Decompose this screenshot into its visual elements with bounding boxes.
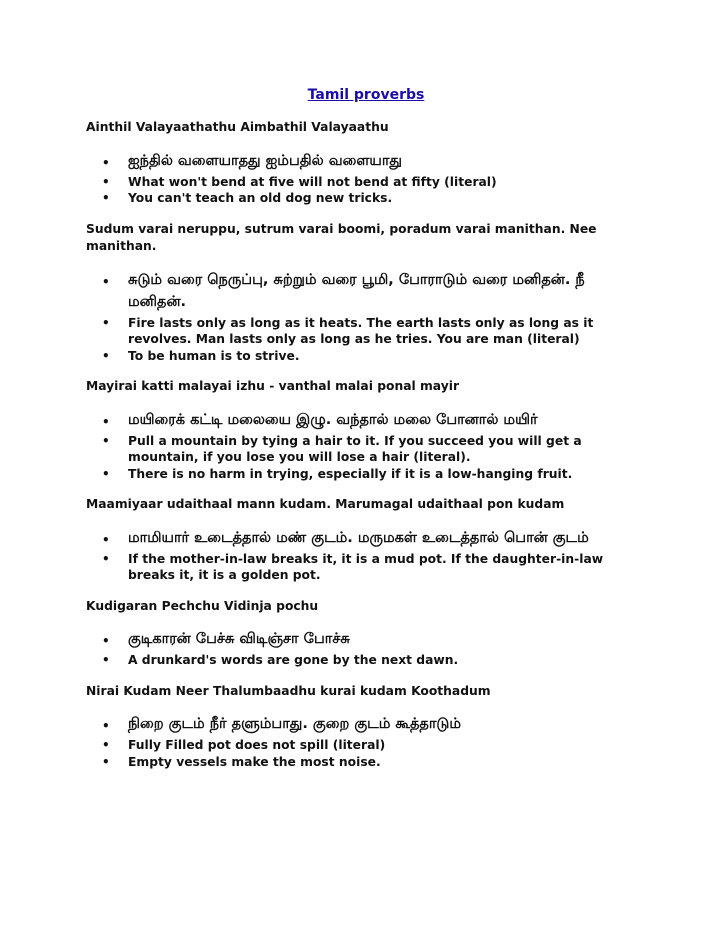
- bullet-icon: •: [102, 551, 110, 566]
- bullet-icon: •: [102, 433, 110, 448]
- bullet-icon: •: [102, 738, 110, 752]
- document-page: [86, 86, 646, 784]
- bullet-icon: •: [102, 634, 110, 648]
- proverb-tamil-item: [86, 628, 646, 650]
- bullet-icon: •: [102, 653, 110, 667]
- proverb-meaning-text: You can't teach an old dog new tricks.: [128, 191, 393, 205]
- bullet-icon: •: [102, 174, 110, 189]
- proverb-section: [86, 598, 646, 669]
- proverb-section: [86, 378, 646, 482]
- proverb-list: [86, 269, 646, 365]
- bullet-icon: •: [102, 754, 110, 769]
- bullet-icon: •: [102, 191, 110, 205]
- proverb-meaning-item: [86, 433, 646, 466]
- proverb-tamil-text: ஐந்தில் வளையாதது ஐம்பதில் வளையாது: [128, 152, 402, 169]
- proverb-transliteration: Sudum varai neruppu, sutrum varai boomi, poradum varai manithan. Nee manithan.: [86, 221, 597, 253]
- proverb-section: [86, 221, 646, 365]
- proverb-tamil-text: சுடும் வரை நெருப்பு, சுற்றும் வரை பூமி, போராடும் வரை மனிதன். நீ மனிதன்.: [128, 271, 585, 310]
- proverb-transliteration: Kudigaran Pechchu Vidinja pochu: [86, 598, 319, 613]
- proverb-tamil-text: நிறை குடம் நீர் தளும்பாது. குறை குடம் கூத்தாடும்: [128, 716, 462, 732]
- bullet-icon: •: [102, 532, 110, 547]
- proverb-section: [86, 119, 646, 207]
- proverb-list: [86, 409, 646, 483]
- bullet-icon: •: [102, 719, 110, 733]
- proverb-tamil-item: [86, 150, 646, 172]
- document-title[interactable]: Tamil proverbs: [307, 87, 425, 103]
- proverb-transliteration: Maamiyaar udaithaal mann kudam. Marumagal udaithaal pon kudam: [86, 497, 565, 511]
- bullet-icon: •: [102, 348, 110, 363]
- proverb-meaning-text: Fire lasts only as long as it heats. The earth lasts only as long as it revolves. Man lasts only as long as he tries. You are man (literal): [128, 315, 594, 346]
- proverb-tamil-item: [86, 713, 646, 735]
- proverb-tamil-text: மாமியார் உடைத்தால் மண் குடம். மருமகள் உடைத்தால் பொன் குடம்: [128, 529, 589, 546]
- proverb-list: [86, 713, 646, 770]
- proverb-transliteration: Ainthil Valayaathathu Aimbathil Valayaathu: [86, 120, 389, 134]
- proverb-meaning-text: What won't bend at five will not bend at fifty (literal): [128, 174, 497, 189]
- proverb-meaning-item: [86, 737, 646, 754]
- proverb-transliteration: Nirai Kudam Neer Thalumbaadhu kurai kudam Koothadum: [86, 683, 491, 698]
- bullet-icon: •: [102, 274, 110, 289]
- proverb-section: [86, 683, 646, 771]
- proverb-meaning-item: [86, 348, 646, 365]
- proverb-tamil-text: குடிகாரன் பேச்சு விடிஞ்சா போச்சு: [128, 631, 350, 647]
- proverb-meaning-text: Empty vessels make the most noise.: [128, 754, 381, 769]
- proverb-transliteration: Mayirai katti malayai izhu - vanthal malai ponal mayir: [86, 379, 460, 393]
- proverb-list: [86, 527, 646, 584]
- proverb-meaning-item: [86, 190, 646, 207]
- proverb-section: [86, 496, 646, 584]
- proverb-list: [86, 150, 646, 207]
- proverb-list: [86, 628, 646, 669]
- proverb-tamil-item: [86, 269, 646, 313]
- proverb-meaning-item: [86, 466, 646, 483]
- proverb-meaning-item: [86, 174, 646, 191]
- bullet-icon: •: [102, 155, 110, 170]
- proverb-tamil-text: மயிரைக் கட்டி மலையை இழு. வந்தால் மலை போனால் மயிர்: [128, 411, 538, 428]
- proverb-meaning-text: There is no harm in trying, especially if it is a low-hanging fruit.: [128, 466, 573, 481]
- proverb-meaning-item: [86, 652, 646, 669]
- proverb-meaning-item: [86, 315, 646, 348]
- proverb-tamil-item: [86, 527, 646, 549]
- proverb-meaning-text: If the mother-in-law breaks it, it is a mud pot. If the daughter-in-law breaks it, it is a golden pot.: [128, 551, 604, 582]
- bullet-icon: •: [102, 414, 110, 429]
- proverb-meaning-text: A drunkard's words are gone by the next dawn.: [128, 653, 459, 667]
- proverb-meaning-text: Fully Filled pot does not spill (literal): [128, 738, 386, 752]
- bullet-icon: •: [102, 466, 110, 481]
- proverb-meaning-text: Pull a mountain by tying a hair to it. If you succeed you will get a mountain, if you lose you will lose a hair (literal).: [128, 433, 582, 464]
- proverb-meaning-text: To be human is to strive.: [128, 348, 300, 363]
- bullet-icon: •: [102, 315, 110, 330]
- proverb-tamil-item: [86, 409, 646, 431]
- proverb-meaning-item: [86, 754, 646, 771]
- proverb-meaning-item: [86, 551, 646, 584]
